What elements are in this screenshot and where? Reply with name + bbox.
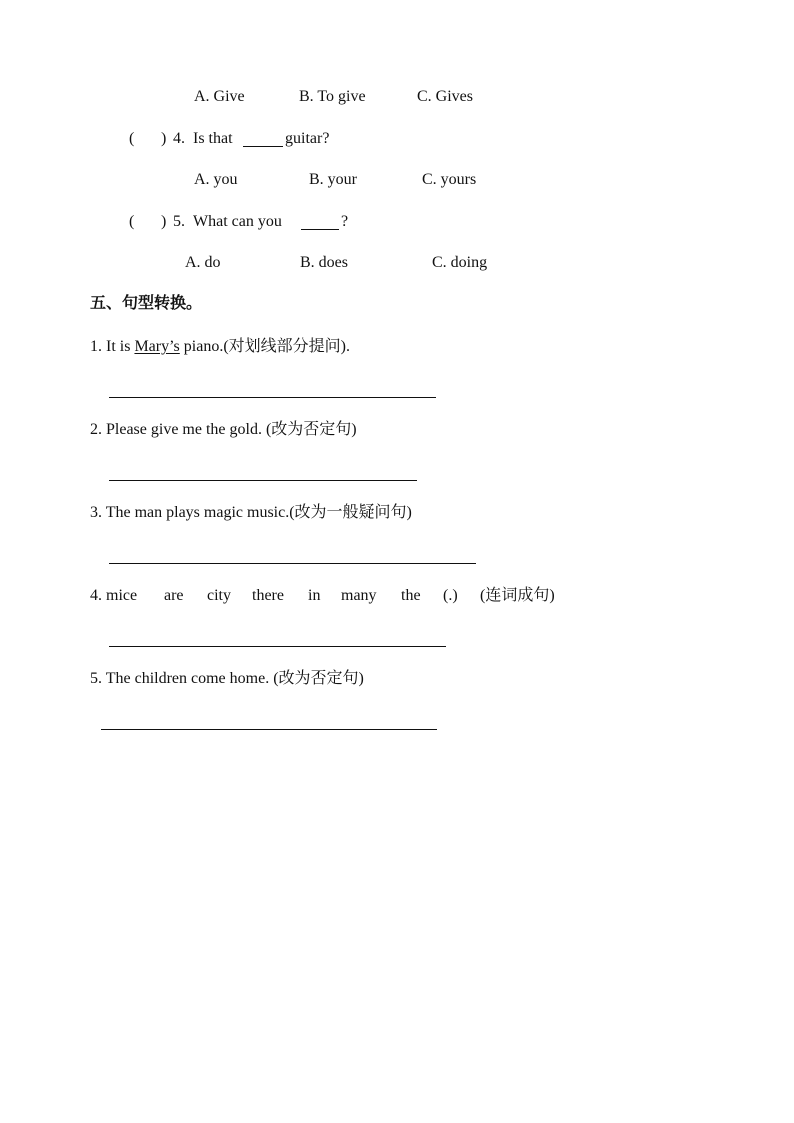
q4-paren-close: ) (161, 130, 167, 147)
item-1-underlined-word: Mary’s (134, 338, 180, 355)
q5-option-c: C. doing (432, 254, 488, 271)
q4-option-b: B. your (309, 171, 357, 188)
item-2-answer-line[interactable] (109, 480, 417, 481)
q5-stem-after: ? (341, 213, 349, 230)
item-4-answer-line[interactable] (109, 646, 446, 647)
q4-paren-open: ( (129, 130, 135, 147)
item-4-word: there (252, 587, 284, 604)
q3-option-a: A. Give (194, 88, 245, 105)
q4-number: 4. (173, 130, 185, 147)
item-4-word: many (341, 587, 377, 604)
item-1-answer-line[interactable] (109, 397, 436, 398)
q5-paren-close: ) (161, 213, 167, 230)
q3-option-c: C. Gives (417, 88, 473, 105)
q4-stem-before: Is that (193, 130, 233, 147)
transform-item-2: 2. Please give me the gold. (改为否定句) (90, 421, 357, 438)
q4-answer-blank[interactable] (243, 132, 283, 147)
q4-option-c: C. yours (422, 171, 477, 188)
q5-paren-open: ( (129, 213, 135, 230)
q5-option-b: B. does (300, 254, 348, 271)
q5-answer-blank[interactable] (301, 215, 339, 230)
transform-item-1 (90, 337, 350, 357)
item-3-answer-line[interactable] (109, 563, 476, 564)
item-4-word: (.) (443, 587, 458, 604)
item-4-instruction: (连词成句) (480, 587, 555, 604)
q3-option-b: B. To give (299, 88, 366, 105)
item-4-word: city (207, 587, 231, 604)
q4-stem-after: guitar? (285, 130, 330, 147)
item-4-word: 4. mice (90, 587, 138, 604)
item-1-suffix: piano.(对划线部分提问). (183, 338, 350, 355)
item-4-word: the (401, 587, 421, 604)
q5-option-a: A. do (185, 254, 221, 271)
q4-option-a: A. you (194, 171, 238, 188)
item-4-word: in (308, 587, 321, 604)
section-heading: 五、句型转换。 (90, 293, 203, 312)
item-5-answer-line[interactable] (101, 729, 437, 730)
q5-stem-before: What can you (193, 213, 282, 230)
item-4-word: are (164, 587, 184, 604)
transform-item-5: 5. The children come home. (改为否定句) (90, 670, 364, 687)
item-1-prefix: 1. It is (90, 338, 131, 355)
q5-number: 5. (173, 213, 185, 230)
transform-item-3: 3. The man plays magic music.(改为一般疑问句) (90, 504, 412, 521)
